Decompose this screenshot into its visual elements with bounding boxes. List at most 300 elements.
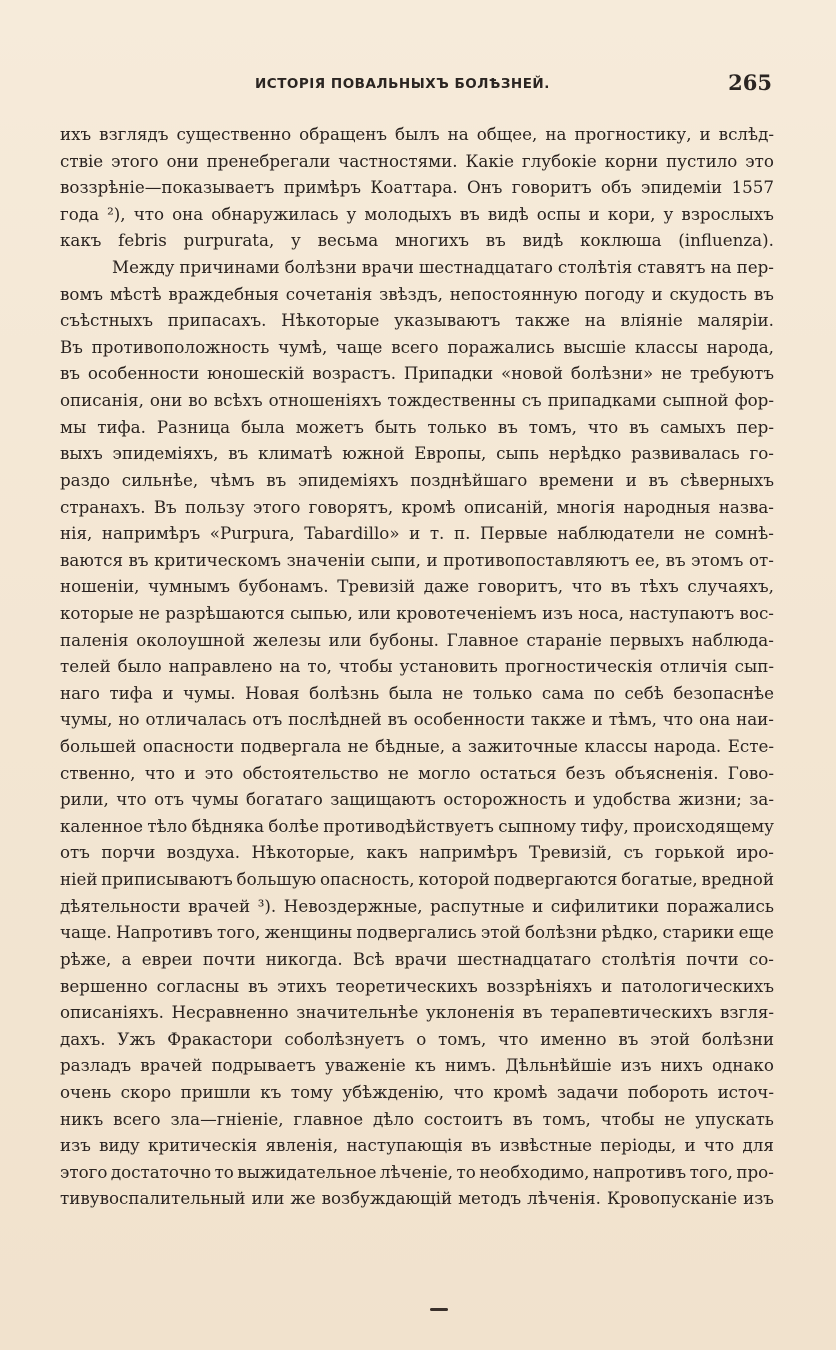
word: вомъ <box>60 283 104 304</box>
word: наго <box>60 682 100 703</box>
word: сыпи, <box>370 549 421 570</box>
word: которой <box>418 869 490 890</box>
word: многія <box>556 496 616 517</box>
word: на <box>584 310 606 331</box>
word: эпидеміяхъ <box>297 469 399 490</box>
word: позднѣйшаго <box>410 469 528 490</box>
word: которые <box>60 602 134 623</box>
word: сильнѣе, <box>121 469 199 490</box>
word: побороть <box>627 1081 709 1102</box>
word: ставятъ <box>637 257 706 278</box>
word: пер- <box>736 416 774 437</box>
word: поражались <box>447 336 555 357</box>
word: пользу <box>184 496 245 517</box>
word: бубоны. <box>369 629 439 650</box>
word: именно <box>540 1028 607 1049</box>
word: отъ <box>60 842 90 863</box>
word: противоположность <box>91 336 270 357</box>
word: или <box>358 602 391 623</box>
word: подвергала <box>240 736 342 757</box>
word: кори, <box>607 203 656 224</box>
word: стараніе <box>526 629 602 650</box>
word: ²), <box>107 203 126 224</box>
word: этого <box>252 496 301 517</box>
word: чаще <box>336 336 383 357</box>
word: что <box>453 1081 484 1102</box>
text-line <box>60 1026 774 1053</box>
text-line <box>60 1106 774 1133</box>
word: Новая <box>245 682 300 703</box>
word: не <box>387 762 409 783</box>
word: томъ, <box>542 1108 591 1129</box>
word: въ <box>266 469 287 490</box>
word: вслѣд- <box>718 124 774 144</box>
word: Нѣкоторые <box>281 310 380 331</box>
word: наступаютъ <box>629 602 735 623</box>
word: или <box>328 629 362 650</box>
word: и <box>426 549 438 570</box>
word: дѣятельности <box>60 895 181 916</box>
word: Тревизій, <box>528 842 613 863</box>
word: коклюша <box>580 230 662 251</box>
word: рѣже, <box>60 948 112 969</box>
word: рили, <box>60 789 109 810</box>
word: припасахъ. <box>167 310 267 331</box>
word: въ <box>512 1108 533 1129</box>
word: «новой <box>501 363 563 384</box>
word: и <box>625 469 637 490</box>
word: говорятъ, <box>308 496 394 517</box>
word: то, <box>307 656 332 677</box>
word: чумы, <box>60 709 113 730</box>
word: порчи <box>101 842 156 863</box>
text-line <box>60 1132 774 1159</box>
word: железы <box>252 629 321 650</box>
word: не <box>661 363 683 384</box>
word: также <box>530 709 586 730</box>
word: говоритъ, <box>477 576 564 597</box>
word: а <box>121 948 132 969</box>
word: Tabardillo» <box>304 523 400 544</box>
word: подрываетъ <box>211 1055 316 1076</box>
word: въ <box>522 1002 543 1023</box>
word: сифилитики <box>550 895 660 916</box>
word: классы <box>584 736 648 757</box>
word: народа. <box>653 736 722 757</box>
word: врачей <box>188 895 251 916</box>
word: го- <box>749 443 774 464</box>
word: опасности <box>142 736 235 757</box>
word: каленное <box>60 815 144 836</box>
word: чтобы <box>338 656 393 677</box>
word: значительнѣе <box>296 1002 419 1023</box>
word: у <box>346 203 357 224</box>
word: скоро <box>120 1081 172 1102</box>
word: томъ, <box>528 416 577 437</box>
word: чумы <box>191 789 239 810</box>
word: ствіе <box>60 150 104 171</box>
word: скудость <box>669 283 748 304</box>
text-line <box>60 440 774 467</box>
word: и <box>574 789 586 810</box>
word: Главное <box>446 629 519 650</box>
word: года <box>60 203 100 224</box>
word: для <box>742 1135 774 1156</box>
text-line <box>60 786 774 813</box>
word: этомъ <box>691 549 744 570</box>
word: тѣхъ <box>639 576 679 597</box>
text-line <box>60 1185 774 1212</box>
word: даже <box>423 576 470 597</box>
word: томъ, <box>438 1028 487 1049</box>
word: установить <box>399 656 498 677</box>
word: была <box>388 682 433 703</box>
word: и <box>601 975 613 996</box>
word: кромѣ <box>493 1081 548 1102</box>
word: же <box>290 1188 316 1209</box>
word: въ <box>387 709 408 730</box>
word: пер- <box>736 257 774 278</box>
word: самыхъ <box>660 416 726 437</box>
word: всѣхъ <box>213 390 263 411</box>
text-line <box>60 387 774 414</box>
word: сочетанія <box>285 283 373 304</box>
word: методъ <box>458 1188 522 1209</box>
text-line <box>60 1159 774 1186</box>
word: сомнѣ- <box>714 523 774 544</box>
word: Припадки <box>403 363 494 384</box>
word: существенно <box>176 124 292 144</box>
word: иро- <box>736 842 774 863</box>
word: (influenza). <box>678 230 774 251</box>
word: наи- <box>736 709 774 730</box>
word: болѣзнь <box>309 682 380 703</box>
word: Первые <box>479 523 548 544</box>
word: телей <box>60 656 111 677</box>
word: только <box>472 682 533 703</box>
word: виду <box>99 1135 140 1156</box>
word: враждебныя <box>168 283 279 304</box>
word: врачей <box>140 1055 203 1076</box>
word: подвергались <box>356 922 477 943</box>
word: въ <box>610 576 631 597</box>
word: чумѣ, <box>278 336 328 357</box>
word: къ <box>414 1055 436 1076</box>
word: уклоненія <box>425 1002 515 1023</box>
word: корни <box>604 150 659 171</box>
word: разрѣшаются <box>165 602 285 623</box>
word: критическія <box>148 1135 258 1156</box>
word: выхъ <box>60 443 103 464</box>
word: описаній, <box>463 496 549 517</box>
word: примѣръ <box>283 177 362 198</box>
word: видѣ <box>522 230 564 251</box>
word: а <box>451 736 462 757</box>
word: вліяніе <box>620 310 683 331</box>
word: выжидательное <box>237 1161 377 1182</box>
word: тѣмъ, <box>608 709 657 730</box>
word: Европы, <box>414 443 487 464</box>
word: Тревизій <box>337 576 416 597</box>
word: вредной <box>701 869 774 890</box>
word: врачи <box>394 948 448 969</box>
word: зла—гніеніе, <box>170 1108 284 1129</box>
word: изъ <box>743 1188 774 1209</box>
word: чумы. <box>183 682 236 703</box>
word: возрастъ. <box>312 363 397 384</box>
word: и <box>591 709 603 730</box>
word: врачи <box>361 257 414 278</box>
word: быть <box>374 416 417 437</box>
word: однако <box>712 1055 774 1076</box>
word: или <box>251 1188 285 1209</box>
word: значеніи <box>286 549 366 570</box>
word: молодыхъ <box>364 203 452 224</box>
word: этого <box>111 150 159 171</box>
text-line <box>60 760 774 787</box>
word: была <box>240 416 285 437</box>
word: ношеніи, <box>60 576 140 597</box>
word: старики <box>662 922 735 943</box>
text-line <box>60 653 774 680</box>
word: отличалась <box>145 709 247 730</box>
word: что <box>662 709 694 730</box>
word: они <box>166 150 199 171</box>
word: изъ <box>542 602 573 623</box>
word: но <box>118 709 140 730</box>
word: главное <box>293 1108 364 1129</box>
word: шестнадцатаго <box>457 948 592 969</box>
word: почти <box>686 948 739 969</box>
word: вершенно <box>60 975 148 996</box>
word: и <box>532 895 544 916</box>
word: юношескій <box>207 363 305 384</box>
word: явленія, <box>265 1135 339 1156</box>
text-line <box>60 467 774 494</box>
word: убѣжденію, <box>342 1081 445 1102</box>
word: Всѣ <box>352 948 385 969</box>
word: патологическихъ <box>621 975 774 996</box>
word: Фракастори <box>167 1028 273 1049</box>
word: съ <box>521 390 542 411</box>
word: тифу, <box>580 815 629 836</box>
page-number: 265 <box>728 70 772 95</box>
word: необходимо, <box>479 1161 590 1182</box>
word: еще <box>738 922 774 943</box>
word: что <box>116 789 147 810</box>
word: никогда. <box>265 948 343 969</box>
word: не <box>684 523 706 544</box>
footer-dash-mark <box>430 1308 448 1311</box>
word: безопаснѣе <box>673 682 774 703</box>
word: періоды, <box>600 1135 677 1156</box>
word: сама <box>541 682 585 703</box>
word: напримѣръ <box>101 523 201 544</box>
word: въ <box>248 975 269 996</box>
running-title: ИСТОРІЯ ПОВАЛЬНЫХЪ БОЛѢЗНЕЙ. <box>255 76 550 92</box>
text-line <box>60 919 774 946</box>
word: отъ <box>252 709 283 730</box>
word: бѣдные, <box>375 736 446 757</box>
word: въ <box>60 363 81 384</box>
word: терапевтическихъ <box>550 1002 713 1023</box>
text-line <box>60 813 774 840</box>
word: раздо <box>60 469 111 490</box>
word: сыпь <box>496 443 539 464</box>
word: лѣченіе, <box>379 1161 454 1182</box>
word: общее, <box>476 124 538 144</box>
text-line <box>60 494 774 521</box>
word: т. <box>429 523 445 544</box>
word: причинами <box>179 257 280 278</box>
word: въ <box>497 416 518 437</box>
word: подвергаются <box>493 869 618 890</box>
word: воззрѣніе—показываетъ <box>60 177 275 198</box>
word: состоитъ <box>423 1108 503 1129</box>
word: сыпью, <box>290 602 353 623</box>
word: 1557 <box>731 177 774 198</box>
word: воздуха. <box>166 842 241 863</box>
text-line <box>60 893 774 920</box>
text-line <box>60 201 774 228</box>
word: Ужъ <box>117 1028 156 1049</box>
word: извѣстные <box>499 1135 593 1156</box>
word: въ <box>485 230 506 251</box>
word: глубокіе <box>521 150 597 171</box>
word: назва- <box>718 496 774 517</box>
word: Напротивъ <box>115 922 213 943</box>
text-line <box>60 174 774 201</box>
word: задачи <box>556 1081 619 1102</box>
word: наблюда- <box>691 629 774 650</box>
word: происходящему <box>633 815 774 836</box>
word: по <box>593 682 615 703</box>
word: от- <box>748 549 774 570</box>
word: чтобы <box>600 1108 655 1129</box>
text-line <box>60 573 774 600</box>
word: Кровопусканіе <box>606 1188 738 1209</box>
word: непостоянную <box>449 283 578 304</box>
word: у <box>663 203 674 224</box>
word: Нѣкоторые, <box>251 842 355 863</box>
word: частностями. <box>338 150 458 171</box>
word: кровотеченіемъ <box>396 602 537 623</box>
text-body <box>60 121 774 1212</box>
word: ³). <box>257 895 277 916</box>
word: объ <box>600 177 632 198</box>
word: маляріи. <box>697 310 774 331</box>
word: и <box>162 682 174 703</box>
word: никъ <box>60 1108 104 1129</box>
word: первыхъ <box>609 629 685 650</box>
word: въ <box>128 549 149 570</box>
word: кромѣ <box>401 496 456 517</box>
word: всего <box>391 336 439 357</box>
word: въ <box>648 469 669 490</box>
word: въ <box>753 283 774 304</box>
word: распутные <box>430 895 525 916</box>
word: сып- <box>734 656 774 677</box>
word: столѣтія <box>601 948 676 969</box>
word: не <box>138 602 160 623</box>
word: то <box>456 1161 476 1182</box>
word: на <box>279 656 301 677</box>
word: болѣзни» <box>570 363 654 384</box>
word: взрослыхъ <box>681 203 774 224</box>
word: очень <box>60 1081 112 1102</box>
word: не <box>347 736 369 757</box>
word: этой <box>650 1028 690 1049</box>
word: обращенъ <box>299 124 388 144</box>
word: въ <box>459 203 480 224</box>
word: пришли <box>180 1081 251 1102</box>
word: ніей <box>60 869 98 890</box>
word: Онъ <box>466 177 503 198</box>
word: опасность, <box>319 869 415 890</box>
word: въ <box>471 1135 492 1156</box>
word: Гово- <box>727 762 774 783</box>
word: Есте- <box>727 736 774 757</box>
word: на <box>447 124 469 144</box>
word: тому <box>290 1081 333 1102</box>
word: противодѣйствуетъ <box>323 815 494 836</box>
word: большей <box>60 736 137 757</box>
word: чѣмъ <box>209 469 255 490</box>
word: особенности <box>413 709 525 730</box>
text-line <box>60 839 774 866</box>
word: она <box>172 203 204 224</box>
text-line <box>60 121 774 148</box>
word: большую <box>236 869 317 890</box>
word: Коаттара. <box>370 177 458 198</box>
word: бубонамъ. <box>238 576 329 597</box>
word: purpurata, <box>183 230 275 251</box>
word: этого <box>60 1161 108 1182</box>
word: говоритъ <box>511 177 592 198</box>
word: Между <box>112 257 175 278</box>
word: къ <box>260 1081 282 1102</box>
word: описаніяхъ. <box>60 1002 164 1023</box>
word: болѣе <box>268 815 319 836</box>
word: погоду <box>584 283 645 304</box>
word: эпидеміяхъ, <box>112 443 219 464</box>
word: припадками <box>547 390 657 411</box>
word: случаяхъ, <box>687 576 774 597</box>
text-line <box>60 680 774 707</box>
word: соболѣзнуетъ <box>284 1028 405 1049</box>
word: этихъ <box>277 975 327 996</box>
text-line <box>60 973 774 1000</box>
word: что <box>144 762 176 783</box>
word: объясненія. <box>614 762 719 783</box>
word: что <box>133 203 164 224</box>
word: возбуждающій <box>321 1188 453 1209</box>
word: воззрѣніяхъ <box>486 975 593 996</box>
word: Невоздержные, <box>283 895 423 916</box>
word: бѣдняка <box>191 815 265 836</box>
word: тивувоспалительный <box>60 1188 246 1209</box>
word: фор- <box>734 390 774 411</box>
text-line <box>60 733 774 760</box>
word: она <box>699 709 731 730</box>
word: южной <box>342 443 405 464</box>
text-line <box>60 520 774 547</box>
word: шестнадцатаго <box>418 257 553 278</box>
word: нимъ. <box>444 1055 497 1076</box>
word: можетъ <box>295 416 364 437</box>
word: носа, <box>578 602 624 623</box>
word: описанія, <box>60 390 144 411</box>
